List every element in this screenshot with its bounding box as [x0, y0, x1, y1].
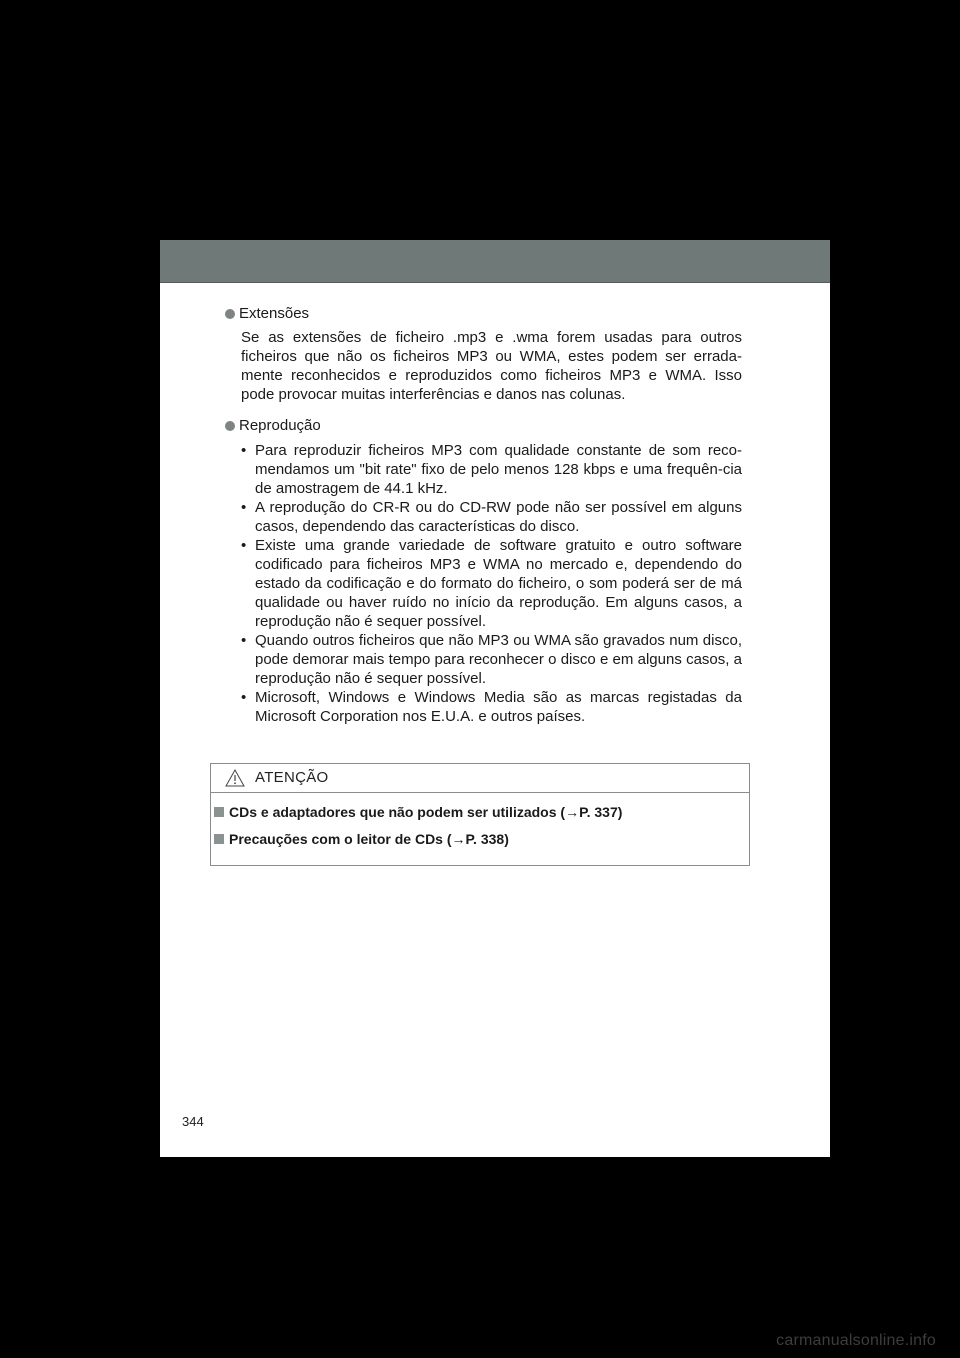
list-item: • Quando outros ficheiros que não MP3 ou WMA são gravados num disco, pode demorar mais tempo para reconhecer o disco e em alguns casos, a reprodução não é sequer possível. [241, 632, 742, 687]
list-item: • Microsoft, Windows e Windows Media são as marcas registadas da Microsoft Corporation nos E.U.A. e outros países. [241, 689, 742, 725]
section-heading-reproducao [222, 416, 742, 435]
warning-header [211, 764, 749, 793]
warning-title: ATENÇÃO [255, 769, 329, 786]
watermark: carmanualsonline.info [776, 1332, 936, 1349]
page-content [222, 304, 742, 726]
square-bullet-icon [214, 807, 224, 817]
warning-triangle-icon [225, 769, 245, 787]
section-heading-extensoes [222, 304, 742, 323]
section-heading-text: Reprodução [239, 417, 321, 434]
page-number: 344 [182, 1114, 204, 1129]
section-paragraph: Se as extensões de ficheiro .mp3 e .wma forem usadas para outros ficheiros que não os ficheiros MP3 ou WMA, estes podem ser errada-mente reconhecidos e reproduzidos como ficheiros MP3 e WMA. Isso pode provocar muitas interferências e danos nas colunas. [241, 329, 742, 403]
bullet-dot-icon [225, 309, 235, 319]
bullet-dot-icon [225, 421, 235, 431]
warning-item: CDs e adaptadores que não podem ser utilizados (→P. 337) [214, 803, 749, 822]
list-item: • A reprodução do CR-R ou do CD-RW pode não ser possível em alguns casos, dependendo das características do disco. [241, 499, 742, 535]
header-bar [160, 240, 830, 283]
section-heading-text: Extensões [239, 305, 310, 322]
bullet-list [241, 441, 742, 726]
list-item: • Para reproduzir ficheiros MP3 com qualidade constante de som reco-mendamos um "bit rate" fixo de pelo menos 128 kbps e uma frequên-cia de amostragem de 44.1 kHz. [241, 442, 742, 497]
manual-page [160, 240, 830, 1157]
warning-body [211, 793, 749, 849]
square-bullet-icon [214, 834, 224, 844]
list-item: • Existe uma grande variedade de software gratuito e outro software codificado para ficheiros MP3 e WMA no mercado e, dependendo do estado da codificação e do formato do ficheiro, o som poderá ser de má qualidade ou haver ruído no início da reprodução. Em alguns casos, a reprodução não é sequer possível. [241, 537, 742, 630]
warning-item: Precauções com o leitor de CDs (→P. 338) [214, 830, 749, 849]
warning-box [210, 763, 750, 866]
